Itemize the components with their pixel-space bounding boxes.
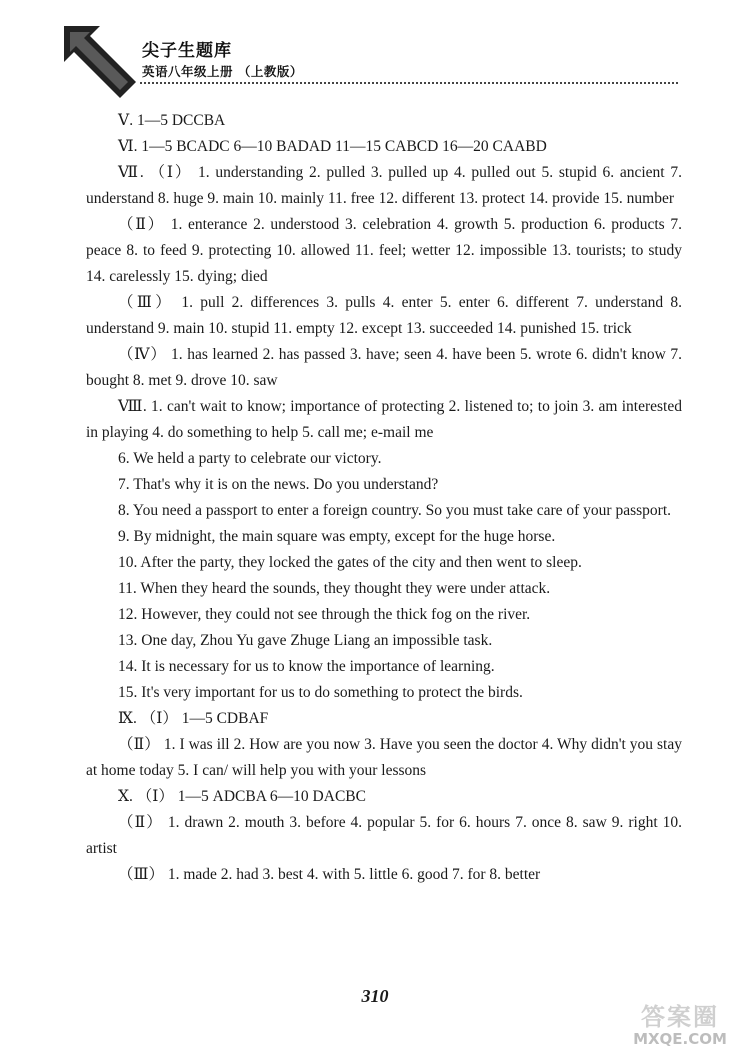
answer-line: （Ⅳ） 1. has learned 2. has passed 3. have; seen 4. have been 5. wrote 6. didn't know 7. bought 8. met 9. drove 10. saw [86, 346, 682, 389]
answer-line: 10. After the party, they locked the gates of the city and then went to sleep. [118, 554, 582, 571]
answer-line: Ⅹ. （Ⅰ） 1—5 ADCBA 6—10 DACBC [118, 788, 366, 805]
answer-line: Ⅴ. 1—5 DCCBA [118, 112, 226, 129]
answer-key-content [86, 108, 682, 888]
series-title: 尖子生题库 [142, 41, 232, 61]
answer-line: Ⅶ. （Ⅰ） 1. understanding 2. pulled 3. pulled up 4. pulled out 5. stupid 6. ancient 7. understand 8. huge 9. main 10. mainly 11. free 12. different 13. protect 14. provide 15. number [86, 164, 682, 207]
arrow-logo-icon [60, 22, 140, 102]
answer-line: 13. One day, Zhou Yu gave Zhuge Liang an impossible task. [118, 632, 493, 649]
answer-line: Ⅵ. 1—5 BCADC 6—10 BADAD 11—15 CABCD 16—20 CAABD [118, 138, 547, 155]
header-dotted-rule [140, 82, 678, 84]
answer-line: 6. We held a party to celebrate our victory. [118, 450, 382, 467]
watermark-logo [610, 1003, 750, 1053]
answer-line: Ⅷ. 1. can't wait to know; importance of protecting 2. listened to; to join 3. am interested in playing 4. do something to help 5. call me; e-mail me [86, 398, 682, 441]
answer-line: 7. That's why it is on the news. Do you understand? [118, 476, 439, 493]
book-subtitle: 英语八年级上册 （上教版） [142, 64, 303, 79]
page-number: 310 [361, 986, 389, 1006]
watermark-top: 答案圈 [641, 1003, 719, 1031]
answer-line: 11. When they heard the sounds, they thought they were under attack. [118, 580, 551, 597]
answer-line: （Ⅱ） 1. I was ill 2. How are you now 3. Have you seen the doctor 4. Why didn't you stay at home today 5. I can/ will help you with your lessons [86, 736, 682, 779]
answer-line: （Ⅱ） 1. drawn 2. mouth 3. before 4. popular 5. for 6. hours 7. once 8. saw 9. right 10. artist [86, 814, 682, 857]
watermark-bottom: MXQE.COM [633, 1030, 727, 1048]
answer-line: 9. By midnight, the main square was empty, except for the huge horse. [118, 528, 556, 545]
answer-line: 14. It is necessary for us to know the importance of learning. [118, 658, 495, 675]
answer-line: 12. However, they could not see through the thick fog on the river. [118, 606, 531, 623]
answer-line: Ⅸ. （Ⅰ） 1—5 CDBAF [118, 710, 269, 727]
answer-line: 8. You need a passport to enter a foreign country. So you must take care of your passport. [118, 502, 671, 519]
answer-line: （Ⅲ） 1. pull 2. differences 3. pulls 4. enter 5. enter 6. different 7. understand 8. understand 9. main 10. stupid 11. empty 12. except 13. succeeded 14. punished 15. trick [86, 294, 682, 337]
answer-line: （Ⅲ） 1. made 2. had 3. best 4. with 5. little 6. good 7. for 8. better [118, 866, 541, 883]
answer-line: 15. It's very important for us to do something to protect the birds. [118, 684, 523, 701]
answer-line: （Ⅱ） 1. enterance 2. understood 3. celebration 4. growth 5. production 6. products 7. peace 8. to feed 9. protecting 10. allowed 11. feel; wetter 12. impossible 13. tourists; to study 14. carelessly 15. dying; died [86, 216, 682, 285]
page-header [0, 0, 750, 110]
